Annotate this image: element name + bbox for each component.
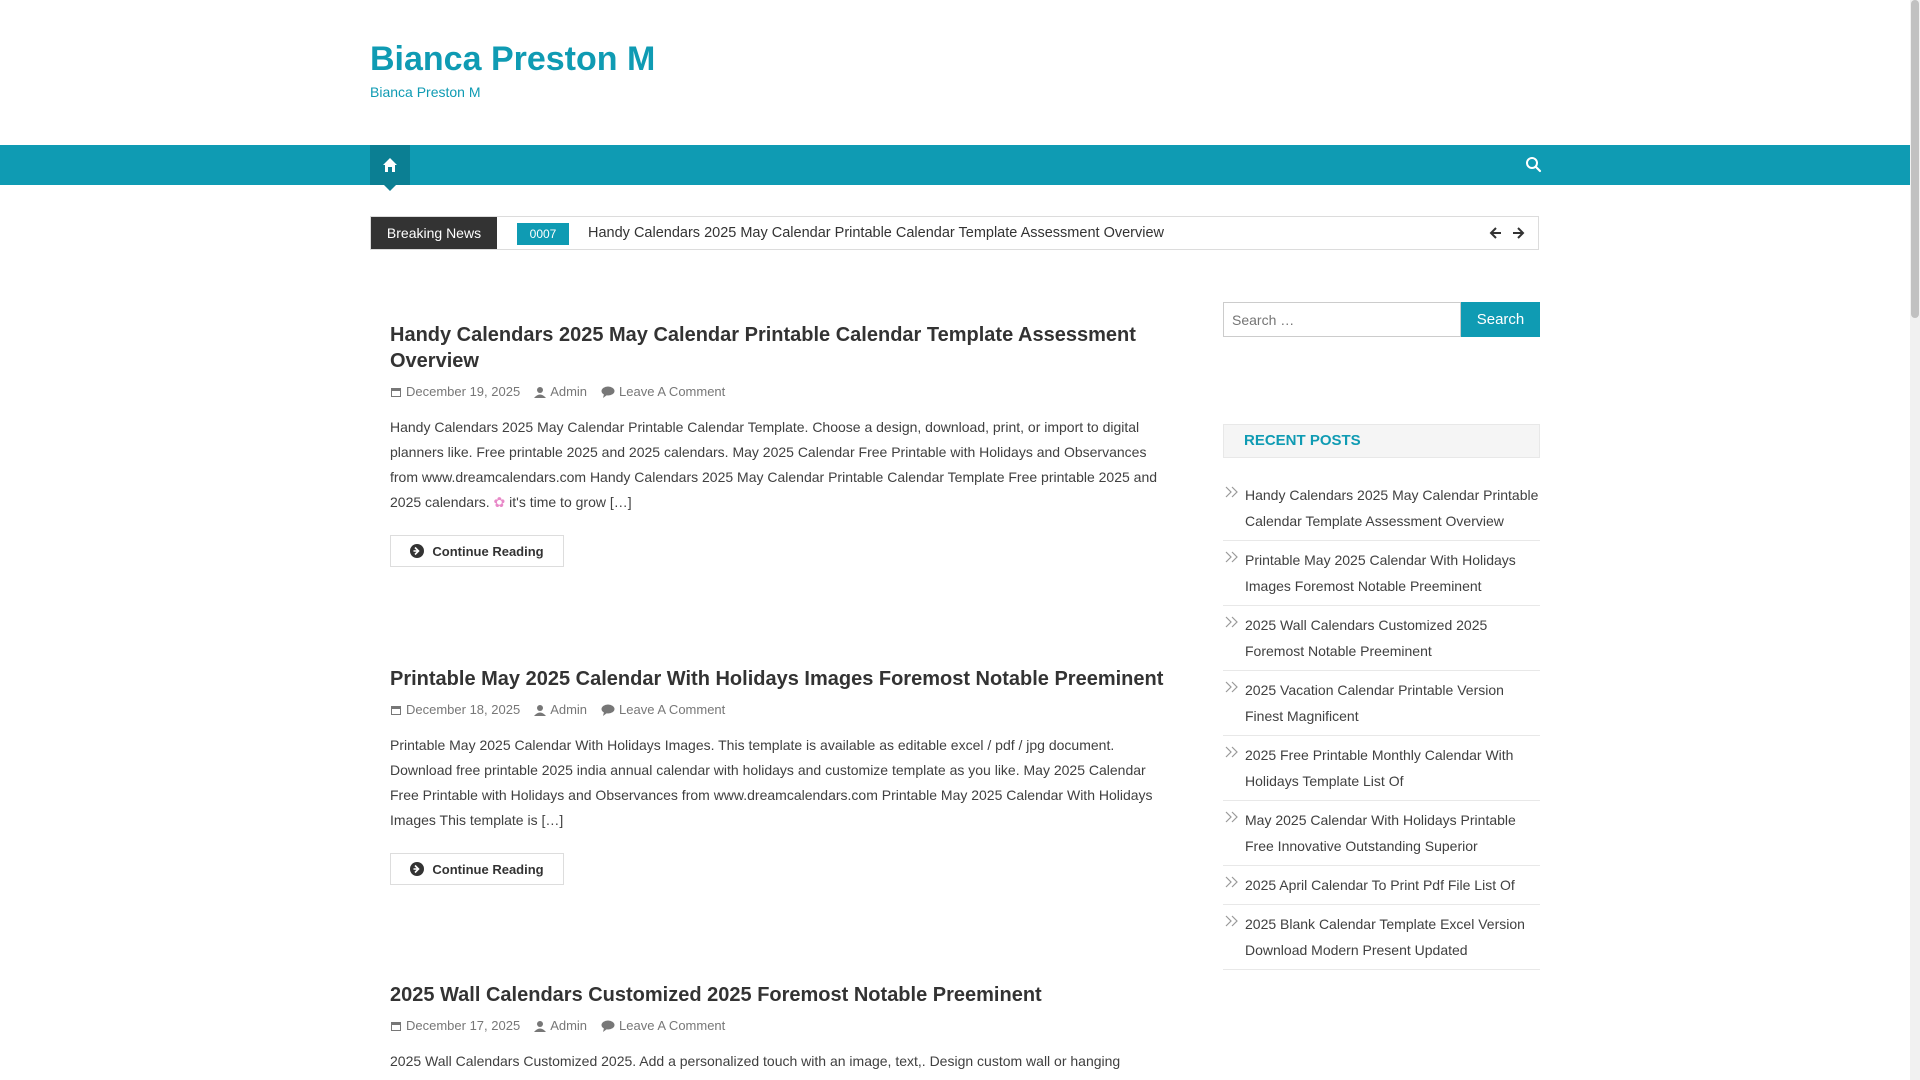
- main-navigation: [0, 145, 1910, 185]
- calendar-icon: [390, 386, 402, 398]
- recent-post-title: 2025 April Calendar To Print Pdf File List Of: [1245, 877, 1515, 893]
- post-meta: [390, 702, 1170, 717]
- recent-post-link[interactable]: [1223, 736, 1540, 801]
- recent-post-link[interactable]: [1223, 541, 1540, 606]
- user-icon: [534, 1020, 546, 1032]
- search-input[interactable]: [1223, 302, 1461, 337]
- recent-post-title: Handy Calendars 2025 May Calendar Printable Calendar Template Assessment Overview: [1245, 487, 1539, 529]
- recent-post-link[interactable]: [1223, 671, 1540, 736]
- user-icon: [534, 704, 546, 716]
- comment-icon: [601, 1020, 615, 1032]
- post-date[interactable]: [390, 702, 520, 717]
- recent-post-title: 2025 Blank Calendar Template Excel Version Download Modern Present Updated: [1245, 916, 1525, 958]
- post-excerpt-text: 2025 Wall Calendars Customized 2025. Add a personalized touch with an image, text,. Design custom wall or hanging: [390, 1053, 1121, 1069]
- post-excerpt: [390, 415, 1170, 515]
- post-excerpt: [390, 733, 1170, 833]
- recent-posts-title: RECENT POSTS: [1244, 432, 1361, 449]
- post-author[interactable]: [534, 384, 587, 399]
- post-date-text: December 19, 2025: [406, 384, 521, 399]
- arrow-right-icon[interactable]: [1511, 226, 1525, 240]
- chevron-double-right-icon: [1225, 681, 1239, 693]
- continue-reading-button[interactable]: [390, 853, 564, 885]
- user-icon: [534, 386, 546, 398]
- post-comments-text: Leave A Comment: [619, 702, 726, 717]
- search-icon[interactable]: [1524, 155, 1544, 175]
- arrow-left-icon[interactable]: [1489, 226, 1503, 240]
- comment-icon: [601, 386, 615, 398]
- recent-post-link[interactable]: [1223, 801, 1540, 866]
- post-article: [390, 322, 1170, 567]
- flower-emoji-icon: ✿: [493, 494, 506, 510]
- recent-posts-list: [1223, 476, 1540, 970]
- recent-post-link[interactable]: [1223, 476, 1540, 541]
- post-title-link[interactable]: Handy Calendars 2025 May Calendar Printable Calendar Template Assessment Overview: [390, 324, 1136, 372]
- continue-reading-button[interactable]: [390, 535, 564, 567]
- recent-post-title: 2025 Wall Calendars Customized 2025 Foremost Notable Preeminent: [1245, 617, 1488, 659]
- post-comments-link[interactable]: [601, 1018, 725, 1033]
- post-article: [390, 666, 1170, 885]
- post-meta: [390, 384, 1170, 399]
- chevron-double-right-icon: [1225, 811, 1239, 823]
- post-comments-text: Leave A Comment: [619, 1018, 726, 1033]
- post-title-link[interactable]: Printable May 2025 Calendar With Holidays Images Foremost Notable Preeminent: [390, 668, 1164, 690]
- continue-reading-label: Continue Reading: [432, 861, 544, 877]
- recent-post-title: 2025 Free Printable Monthly Calendar With Holidays Template List Of: [1245, 747, 1514, 789]
- continue-reading-label: Continue Reading: [432, 543, 544, 559]
- post-author-text: Admin: [550, 702, 588, 717]
- site-description: Bianca Preston M: [370, 84, 481, 100]
- post-comments-link[interactable]: [601, 384, 725, 399]
- breaking-news-ticker: [370, 216, 1539, 250]
- breaking-news-label: Breaking News: [371, 217, 497, 249]
- recent-post-link[interactable]: [1223, 905, 1540, 970]
- post-excerpt: [390, 1049, 1170, 1074]
- recent-post-title: Printable May 2025 Calendar With Holidays Images Foremost Notable Preeminent: [1245, 552, 1516, 594]
- post-meta: [390, 1018, 1170, 1033]
- calendar-icon: [390, 1020, 402, 1032]
- arrow-circle-right-icon: [410, 544, 424, 558]
- recent-post-title: May 2025 Calendar With Holidays Printable Free Innovative Outstanding Superior: [1245, 812, 1516, 854]
- ticker-date-badge: 0007: [517, 223, 569, 245]
- site-title[interactable]: Bianca Preston M: [370, 40, 656, 78]
- chevron-double-right-icon: [1225, 876, 1239, 888]
- post-excerpt-text: Handy Calendars 2025 May Calendar Printable Calendar Template. Choose a design, download, print, or import to digital planners like. Free printable 2025 and 2025 calendars. May 2025 Calendar Free Printable with Holidays and Observances from www.dreamcalendars.com Handy Calendars 2025 May Calendar Printable Calendar Template Free printable 2025 and 2025 calendars.: [390, 419, 1158, 510]
- post-date-text: December 17, 2025: [406, 1018, 521, 1033]
- post-author-text: Admin: [550, 384, 588, 399]
- calendar-icon: [390, 704, 402, 716]
- search-button[interactable]: Search: [1461, 302, 1540, 337]
- post-comments-text: Leave A Comment: [619, 384, 726, 399]
- home-icon: [382, 157, 398, 173]
- home-button[interactable]: [370, 145, 410, 185]
- post-date[interactable]: [390, 384, 520, 399]
- post-author-text: Admin: [550, 1018, 588, 1033]
- post-date[interactable]: [390, 1018, 520, 1033]
- arrow-circle-right-icon: [410, 862, 424, 876]
- post-comments-link[interactable]: [601, 702, 725, 717]
- ticker-headline-link[interactable]: Handy Calendars 2025 May Calendar Printable Calendar Template Assessment Overview: [588, 225, 1164, 241]
- comment-icon: [601, 704, 615, 716]
- post-author[interactable]: [534, 1018, 587, 1033]
- chevron-double-right-icon: [1225, 915, 1239, 927]
- post-excerpt-tail: it's time to grow […]: [509, 494, 632, 510]
- chevron-double-right-icon: [1225, 486, 1239, 498]
- scrollbar-thumb[interactable]: [1911, 0, 1919, 318]
- chevron-double-right-icon: [1225, 551, 1239, 563]
- recent-post-title: 2025 Vacation Calendar Printable Version Finest Magnificent: [1245, 682, 1504, 724]
- post-excerpt-text: Printable May 2025 Calendar With Holidays Images. This template is available as editable excel / pdf / jpg document. Download free printable 2025 india annual calendar with holidays and customize template as you like. May 2025 Calendar Free Printable with Holidays and Observances from www.dreamcalendars.com Printable May 2025 Calendar With Holidays Images This template is […]: [390, 737, 1153, 828]
- chevron-double-right-icon: [1225, 616, 1239, 628]
- post-date-text: December 18, 2025: [406, 702, 521, 717]
- recent-posts-heading: [1223, 424, 1540, 458]
- post-article: [390, 982, 1170, 1074]
- post-author[interactable]: [534, 702, 587, 717]
- recent-post-link[interactable]: [1223, 606, 1540, 671]
- recent-post-link[interactable]: [1223, 866, 1540, 905]
- chevron-double-right-icon: [1225, 746, 1239, 758]
- post-title-link[interactable]: 2025 Wall Calendars Customized 2025 Foremost Notable Preeminent: [390, 984, 1042, 1006]
